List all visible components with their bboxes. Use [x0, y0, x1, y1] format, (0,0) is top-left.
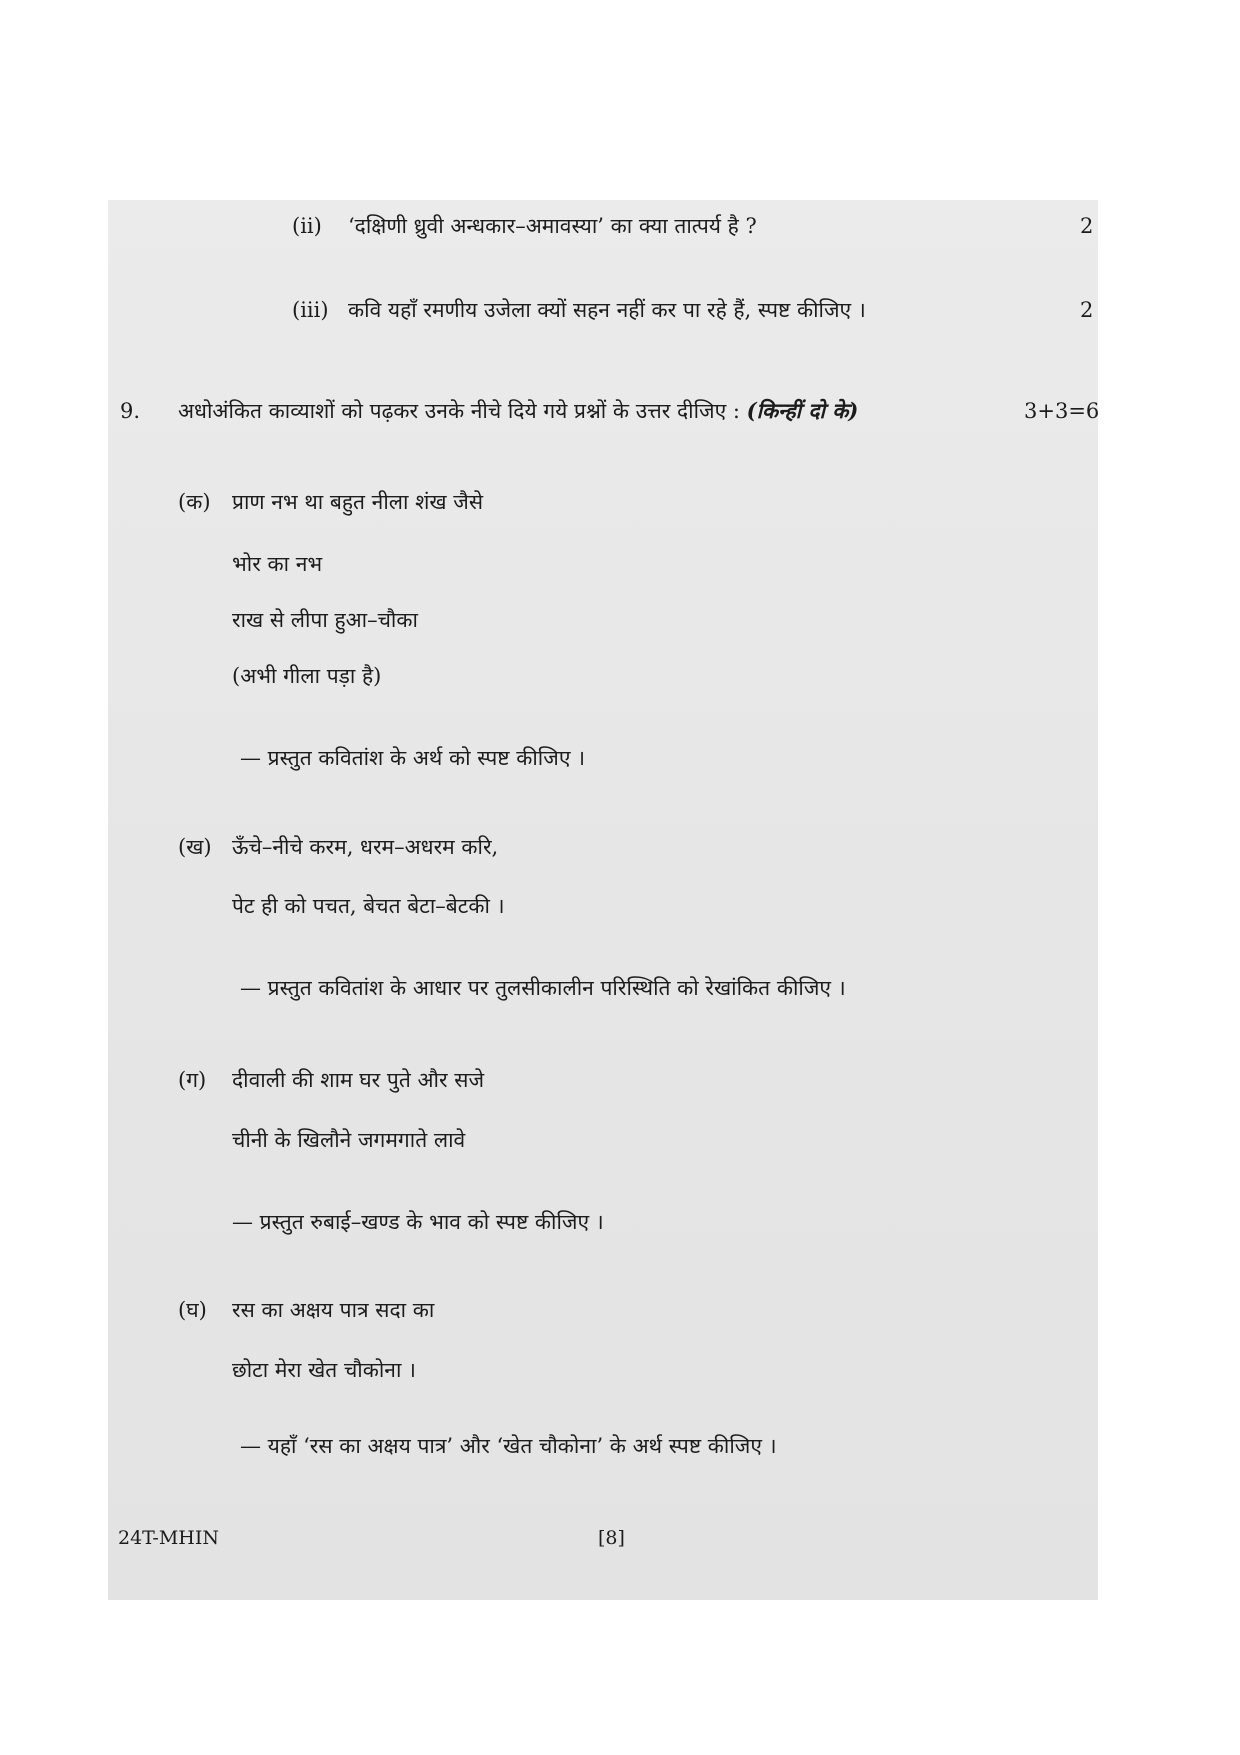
choice-text: (किन्हीं दो के) [746, 398, 859, 423]
part-question: — प्रस्तुत रुबाई–खण्ड के भाव को स्पष्ट कीजिए । [232, 1210, 604, 1234]
question-text: कवि यहाँ रमणीय उजेला क्यों सहन नहीं कर पा रहे हैं, स्पष्ट कीजिए । [348, 298, 866, 322]
verse-line: चीनी के खिलौने जगमगाते लावे [232, 1128, 466, 1152]
part-question: — प्रस्तुत कवितांश के अर्थ को स्पष्ट कीजिए । [240, 746, 586, 770]
part-question: — प्रस्तुत कवितांश के आधार पर तुलसीकालीन परिस्थिति को रेखांकित कीजिए । [240, 976, 846, 1000]
question-text: ‘दक्षिणी ध्रुवी अन्धकार–अमावस्या’ का क्या तात्पर्य है ? [348, 214, 757, 238]
part-label: (ख) [178, 835, 212, 859]
verse-line: छोटा मेरा खेत चौकोना । [232, 1358, 417, 1382]
instruction-text: अधोअंकित काव्याशों को पढ़कर उनके नीचे दिये गये प्रश्नों के उत्तर दीजिए : [178, 399, 740, 423]
verse-line: दीवाली की शाम घर पुते और सजे [232, 1068, 485, 1092]
verse-line: प्राण नभ था बहुत नीला शंख जैसे [232, 490, 484, 514]
marks: 2 [1080, 298, 1094, 322]
question-8-ii [292, 212, 757, 240]
page-number: [8] [598, 1527, 625, 1549]
marks: 3+3=6 [1024, 399, 1100, 423]
question-9-instruction [178, 397, 858, 425]
part-label: (ग) [178, 1068, 207, 1092]
verse-line: ऊँचे–नीचे करम, धरम–अधरम करि, [232, 835, 499, 859]
verse-line: (अभी गीला पड़ा है) [232, 664, 382, 688]
question-label: (ii) [292, 214, 322, 238]
part-label: (घ) [178, 1298, 207, 1322]
part-question: — यहाँ ‘रस का अक्षय पात्र’ और ‘खेत चौकोना’ के अर्थ स्पष्ट कीजिए । [240, 1434, 777, 1458]
marks: 2 [1080, 214, 1094, 238]
part-label: (क) [178, 490, 211, 514]
question-label: (iii) [292, 298, 329, 322]
verse-line: पेट ही को पचत, बेचत बेटा–बेटकी । [232, 894, 505, 918]
question-8-iii [292, 296, 866, 324]
question-number: 9. [120, 399, 141, 423]
verse-line: भोर का नभ [232, 552, 323, 576]
verse-line: रस का अक्षय पात्र सदा का [232, 1298, 435, 1322]
paper-code: 24T-MHIN [118, 1527, 219, 1549]
verse-line: राख से लीपा हुआ–चौका [232, 608, 418, 632]
